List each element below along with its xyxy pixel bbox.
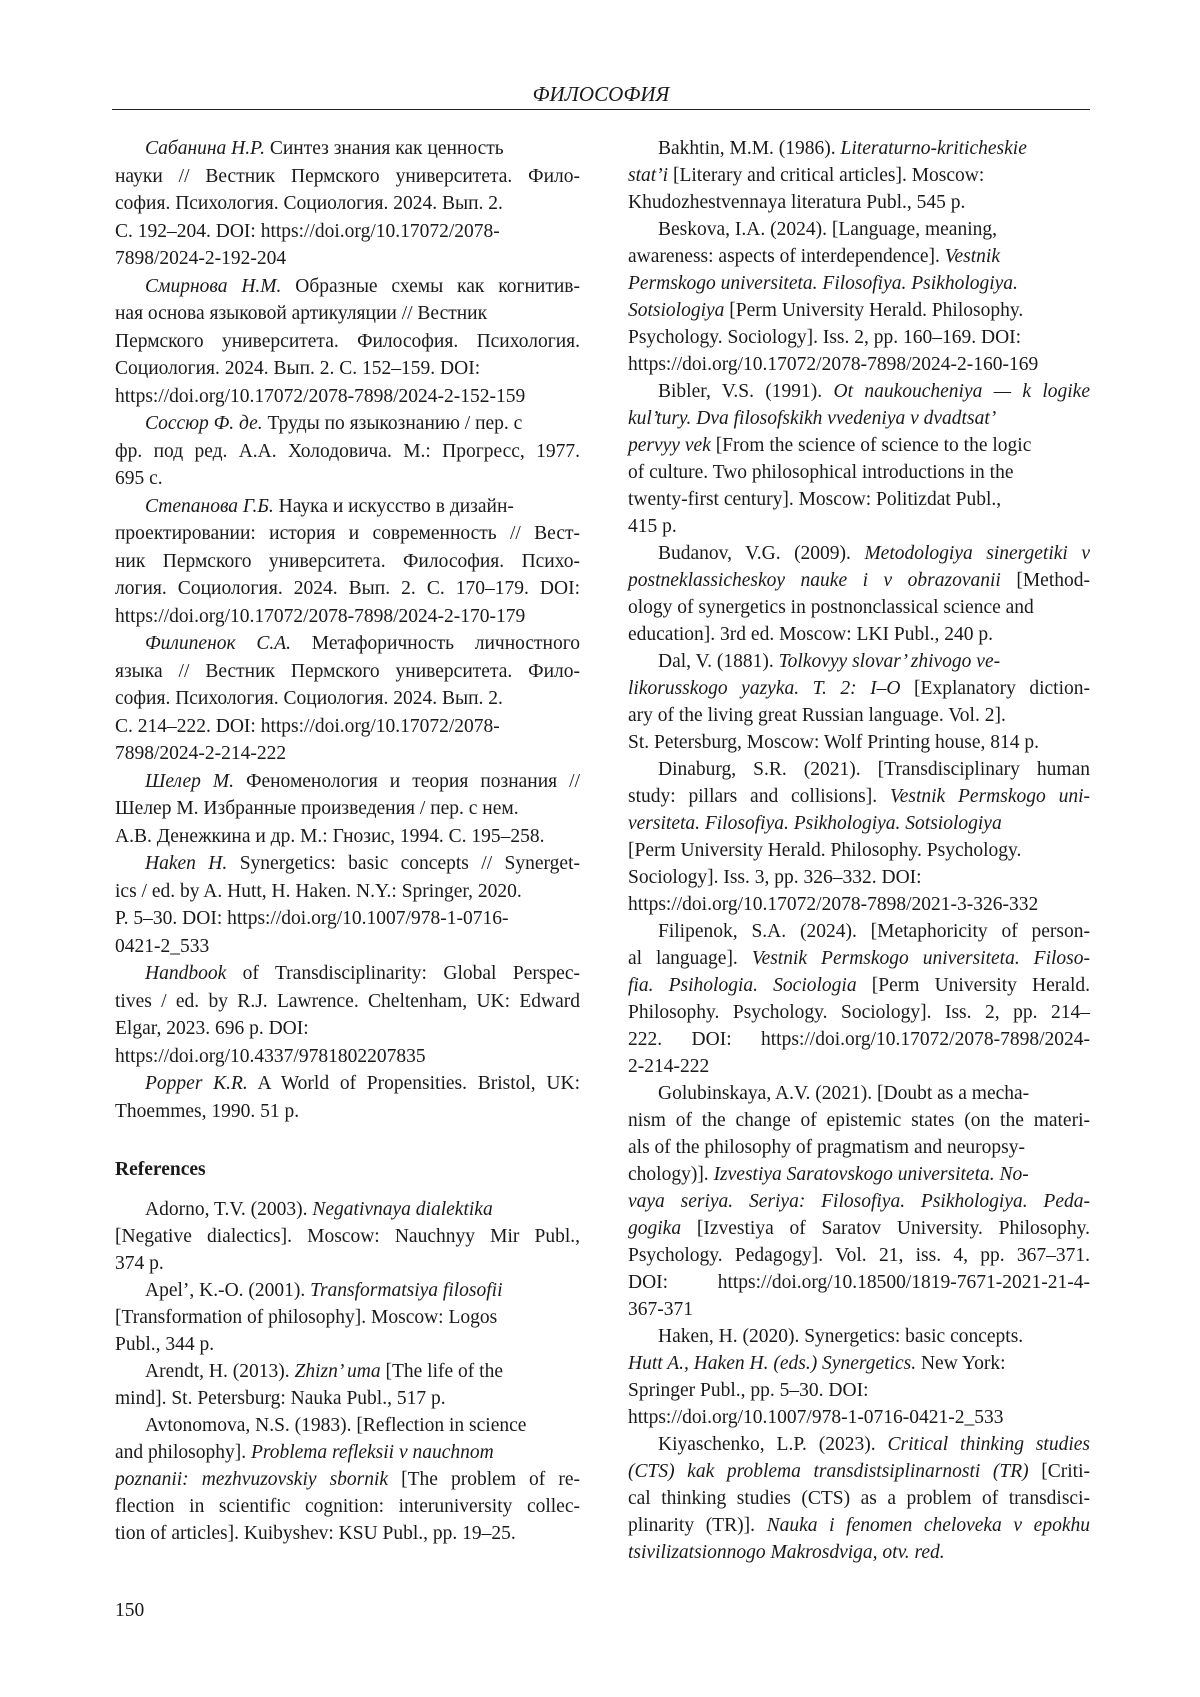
- reference-text: New York:: [916, 1353, 1005, 1374]
- reference-text: St. Petersburg, Moscow: Wolf Printing house, 814 p.: [628, 732, 1039, 753]
- reference-text: 222. DOI: https://doi.org/10.17072/2078-7898/2024-: [628, 1029, 1090, 1050]
- reference-text: tives / ed. by R.J. Lawrence. Cheltenham, UK: Edward: [115, 991, 580, 1012]
- italic-title-text: postneklassicheskoy nauke i v obrazovanii: [628, 570, 1001, 591]
- reference-text: 0421-2_533: [115, 936, 209, 957]
- reference-text: [Negative dialectics]. Moscow: Nauchnyy Mir Publ.,: [115, 1226, 580, 1247]
- reference-entry: [115, 1277, 580, 1358]
- italic-title-text: stat’i: [628, 165, 668, 186]
- italic-title-text: poznanii: mezhvuzovskiy sbornik: [115, 1469, 388, 1490]
- reference-text: awareness: aspects of interdependence].: [628, 246, 945, 267]
- reference-text: Dinaburg, S.R. (2021). [Transdisciplinary human: [658, 759, 1090, 780]
- reference-text: cal thinking studies (CTS) as a problem of transdisci-: [628, 1488, 1090, 1509]
- reference-entry: [115, 410, 580, 493]
- reference-entry: [628, 540, 1090, 648]
- reference-line: [628, 513, 1090, 540]
- reference-line: [628, 1296, 1090, 1323]
- reference-line: [628, 216, 1090, 243]
- reference-text: twenty-first century]. Moscow: Politizdat Publ.,: [628, 489, 1001, 510]
- reference-line: [628, 1377, 1090, 1404]
- reference-line: [628, 1539, 1090, 1566]
- reference-line: [628, 621, 1090, 648]
- reference-entry: [115, 135, 580, 273]
- italic-title-text: (CTS) kak problema transdistsiplinarnosti (TR): [628, 1461, 1029, 1482]
- reference-line: [628, 243, 1090, 270]
- reference-entry: [115, 768, 580, 851]
- reference-text: [Criti-: [1029, 1461, 1090, 1482]
- italic-title-text: Vestnik: [945, 246, 1000, 267]
- reference-text: Синтез знания как ценность: [265, 138, 504, 159]
- reference-line: [115, 740, 580, 768]
- reference-text: https://doi.org/10.17072/2078-7898/2024-2-152-159: [115, 386, 525, 407]
- italic-title-text: Negativnaya dialektika: [312, 1199, 492, 1220]
- italic-title-text: Шелер М.: [145, 771, 234, 792]
- reference-text: nism of the change of epistemic states (on the materi-: [628, 1110, 1090, 1131]
- reference-line: [628, 486, 1090, 513]
- reference-text: flection in scientific cognition: interuniversity collec-: [115, 1496, 580, 1517]
- reference-line: [115, 1250, 580, 1277]
- reference-line: [115, 163, 580, 191]
- reference-line: [115, 355, 580, 383]
- reference-line: [628, 540, 1090, 567]
- reference-text: Dal, V. (1881).: [658, 651, 779, 672]
- italic-title-text: Critical thinking studies: [888, 1434, 1091, 1455]
- reference-line: [628, 1215, 1090, 1242]
- reference-text: 695 с.: [115, 468, 163, 489]
- reference-text: Arendt, H. (2013).: [145, 1361, 294, 1382]
- reference-text: языка // Вестник Пермского университета. Фило-: [115, 661, 580, 682]
- reference-line: [628, 1350, 1090, 1377]
- italic-title-text: Izvestiya Saratovskogo universiteta. No-: [714, 1164, 1029, 1185]
- reference-text: P. 5–30. DOI: https://doi.org/10.1007/978-1-0716-: [115, 908, 508, 929]
- italic-title-text: Hutt A., Haken H. (eds.) Synergetics.: [628, 1353, 916, 1374]
- reference-line: [115, 878, 580, 906]
- italic-title-text: likorusskogo yazyka. T. 2: I–O: [628, 678, 901, 699]
- reference-text: Golubinskaya, A.V. (2021). [Doubt as a mecha-: [658, 1083, 1029, 1104]
- reference-text: Kiyaschenko, L.P. (2023).: [658, 1434, 888, 1455]
- reference-text: А.В. Денежкина и др. М.: Гнозис, 1994. С. 195–258.: [115, 826, 544, 847]
- italic-title-text: Sotsiologiya: [628, 300, 724, 321]
- reference-text: [Perm University Herald. Philosophy.: [724, 300, 1023, 321]
- reference-text: Adorno, T.V. (2003).: [145, 1199, 312, 1220]
- reference-text: https://doi.org/10.17072/2078-7898/2024-2-160-169: [628, 354, 1038, 375]
- reference-line: [628, 891, 1090, 918]
- italic-title-text: Vestnik Permskogo uni-: [890, 786, 1090, 807]
- reference-text: [Explanatory diction-: [901, 678, 1090, 699]
- reference-line: [628, 702, 1090, 729]
- reference-line: [628, 1188, 1090, 1215]
- reference-line: [115, 245, 580, 273]
- reference-entry: [115, 273, 580, 411]
- reference-line: [115, 1493, 580, 1520]
- reference-line: [115, 410, 580, 438]
- reference-text: study: pillars and collisions].: [628, 786, 890, 807]
- reference-line: [628, 1080, 1090, 1107]
- reference-line: [115, 548, 580, 576]
- reference-line: [115, 1358, 580, 1385]
- reference-text: ник Пермского университета. Философия. Психо-: [115, 551, 580, 572]
- reference-line: [628, 810, 1090, 837]
- italic-title-text: Literaturno-kriticheskie: [841, 138, 1027, 159]
- italic-title-text: vaya seriya. Seriya: Filosofiya. Psikhologiya. Peda-: [628, 1191, 1090, 1212]
- reference-text: Труды по языкознанию / пер. с: [263, 413, 523, 434]
- reference-text: [From the science of science to the logic: [711, 435, 1032, 456]
- reference-text: Springer Publ., pp. 5–30. DOI:: [628, 1380, 869, 1401]
- reference-text: фр. под ред. А.А. Холодовича. М.: Прогресс, 1977.: [115, 441, 580, 462]
- reference-text: логия. Социология. 2024. Вып. 2. С. 170–179. DOI:: [115, 578, 580, 599]
- reference-text: 367-371: [628, 1299, 693, 1320]
- reference-text: 7898/2024-2-192-204: [115, 248, 286, 269]
- reference-text: 374 p.: [115, 1253, 164, 1274]
- reference-text: Метафоричность личностного: [291, 633, 580, 654]
- reference-line: [628, 594, 1090, 621]
- reference-line: [628, 648, 1090, 675]
- running-header-title: ФИЛОСОФИЯ: [112, 80, 1090, 108]
- reference-line: [115, 603, 580, 631]
- reference-text: https://doi.org/10.1007/978-1-0716-0421-2_533: [628, 1407, 1004, 1428]
- reference-line: [115, 273, 580, 301]
- reference-line: [115, 520, 580, 548]
- reference-line: [628, 1026, 1090, 1053]
- reference-line: [115, 218, 580, 246]
- reference-text: Наука и искусство в дизайн-: [274, 496, 514, 517]
- reference-line: [115, 438, 580, 466]
- reference-entry: [115, 1412, 580, 1547]
- reference-text: Пермского университета. Философия. Психология.: [115, 331, 580, 352]
- reference-line: [628, 1485, 1090, 1512]
- italic-title-text: fia. Psihologia. Sociologia: [628, 975, 857, 996]
- reference-text: chology)].: [628, 1164, 714, 1185]
- reference-line: [115, 300, 580, 328]
- reference-entry: [628, 378, 1090, 540]
- reference-text: Publ., 344 p.: [115, 1334, 214, 1355]
- reference-text: Феноменология и теория познания //: [234, 771, 580, 792]
- italic-title-text: Metodologiya sinergetiki v: [864, 543, 1090, 564]
- reference-line: [628, 945, 1090, 972]
- reference-text: als of the philosophy of pragmatism and neuropsy-: [628, 1137, 1025, 1158]
- italic-title-text: Сабанина Н.Р.: [145, 138, 265, 159]
- reference-text: Beskova, I.A. (2024). [Language, meaning,: [658, 219, 997, 240]
- reference-text: Khudozhestvennaya literatura Publ., 545 p.: [628, 192, 965, 213]
- reference-text: [The life of the: [381, 1361, 503, 1382]
- reference-line: [115, 795, 580, 823]
- reference-line: [628, 270, 1090, 297]
- reference-line: [115, 658, 580, 686]
- reference-line: [628, 1242, 1090, 1269]
- reference-line: [115, 768, 580, 796]
- reference-text: A World of Propensities. Bristol, UK:: [248, 1073, 580, 1094]
- reference-line: [115, 1520, 580, 1547]
- reference-line: [115, 190, 580, 218]
- reference-text: plinarity (TR)].: [628, 1515, 767, 1536]
- reference-text: Образные схемы как когнитив-: [281, 276, 580, 297]
- reference-line: [115, 1385, 580, 1412]
- reference-line: [628, 972, 1090, 999]
- reference-entry: [628, 1431, 1090, 1566]
- italic-title-text: Haken H.: [145, 853, 227, 874]
- reference-line: [115, 465, 580, 493]
- reference-entry: [628, 135, 1090, 216]
- reference-line: [628, 297, 1090, 324]
- italic-title-text: Филипенок С.А.: [145, 633, 291, 654]
- reference-text: Psychology. Sociology]. Iss. 2, pp. 160–169. DOI:: [628, 327, 1021, 348]
- reference-text: софия. Психология. Социология. 2024. Вып. 2.: [115, 193, 503, 214]
- reference-line: [115, 383, 580, 411]
- italic-title-text: Problema refleksii v nauchnom: [251, 1442, 494, 1463]
- italic-title-text: Соссюр Ф. де.: [145, 413, 263, 434]
- reference-line: [628, 1404, 1090, 1431]
- reference-text: Sociology]. Iss. 3, pp. 326–332. DOI:: [628, 867, 922, 888]
- reference-entry: [628, 1323, 1090, 1431]
- reference-entry: [115, 630, 580, 768]
- reference-text: Elgar, 2023. 696 p. DOI:: [115, 1018, 309, 1039]
- reference-text: [Perm University Herald. Philosophy. Psychology.: [628, 840, 1021, 861]
- reference-line: [115, 933, 580, 961]
- reference-line: [628, 1512, 1090, 1539]
- italic-title-text: tsivilizatsionnogo Makrosdviga, otv. red.: [628, 1542, 945, 1563]
- reference-text: Bakhtin, M.M. (1986).: [658, 138, 841, 159]
- reference-text: Haken, H. (2020). Synergetics: basic concepts.: [658, 1326, 1023, 1347]
- reference-entry: [115, 850, 580, 960]
- reference-line: [628, 675, 1090, 702]
- reference-text: Социология. 2024. Вып. 2. С. 152–159. DOI:: [115, 358, 480, 379]
- reference-line: [628, 837, 1090, 864]
- reference-line: [628, 783, 1090, 810]
- italic-title-text: Permskogo universiteta. Filosofiya. Psikhologiya.: [628, 273, 1018, 294]
- reference-line: [115, 960, 580, 988]
- reference-text: al language].: [628, 948, 752, 969]
- reference-text: of Transdisciplinarity: Global Perspec-: [226, 963, 580, 984]
- reference-text: [Perm University Herald.: [857, 975, 1090, 996]
- header-rule: [112, 109, 1090, 110]
- bibliography-list-russian: [115, 135, 580, 1125]
- reference-line: [628, 1431, 1090, 1458]
- italic-title-text: Vestnik Permskogo universiteta. Filoso-: [752, 948, 1090, 969]
- italic-title-text: pervyy vek: [628, 435, 711, 456]
- reference-entry: [115, 1070, 580, 1125]
- italic-title-text: versiteta. Filosofiya. Psikhologiya. Sotsiologiya: [628, 813, 1002, 834]
- reference-line: [115, 713, 580, 741]
- reference-line: [628, 378, 1090, 405]
- reference-line: [115, 850, 580, 878]
- reference-text: 415 p.: [628, 516, 677, 537]
- reference-text: проектировании: история и современность // Вест-: [115, 523, 580, 544]
- reference-text: https://doi.org/10.17072/2078-7898/2024-2-170-179: [115, 606, 525, 627]
- reference-entry: [115, 960, 580, 1070]
- references-heading: References: [115, 1156, 206, 1184]
- reference-line: [115, 1070, 580, 1098]
- reference-line: [115, 823, 580, 851]
- reference-line: [628, 162, 1090, 189]
- reference-line: [628, 432, 1090, 459]
- reference-text: ology of synergetics in postnonclassical science and: [628, 597, 1034, 618]
- reference-line: [115, 988, 580, 1016]
- reference-text: of culture. Two philosophical introductions in the: [628, 462, 1014, 483]
- reference-text: Filipenok, S.A. (2024). [Metaphoricity of person-: [658, 921, 1090, 942]
- italic-title-text: Handbook: [145, 963, 226, 984]
- reference-line: [628, 1269, 1090, 1296]
- reference-text: tion of articles]. Kuibyshev: KSU Publ., pp. 19–25.: [115, 1523, 516, 1544]
- reference-text: 7898/2024-2-214-222: [115, 743, 286, 764]
- reference-line: [115, 1043, 580, 1071]
- italic-title-text: kul’tury. Dva filosofskikh vvedeniya v dvadtsat’: [628, 408, 996, 429]
- reference-text: [Method-: [1001, 570, 1090, 591]
- reference-text: софия. Психология. Социология. 2024. Вып. 2.: [115, 688, 503, 709]
- reference-entry: [115, 493, 580, 631]
- reference-text: mind]. St. Petersburg: Nauka Publ., 517 p.: [115, 1388, 446, 1409]
- reference-text: Avtonomova, N.S. (1983). [Reflection in science: [145, 1415, 526, 1436]
- reference-line: [115, 1196, 580, 1223]
- reference-text: Bibler, V.S. (1991).: [658, 381, 834, 402]
- reference-text: Apel’, K.-O. (2001).: [145, 1280, 310, 1301]
- reference-entry: [628, 1080, 1090, 1323]
- italic-title-text: Zhizn’ uma: [294, 1361, 380, 1382]
- reference-entry: [628, 756, 1090, 918]
- page-number: 150: [115, 1597, 144, 1625]
- italic-title-text: Transformatsiya filosofii: [310, 1280, 502, 1301]
- italic-title-text: Tolkovyy slovar’ zhivogo ve-: [779, 651, 1001, 672]
- italic-title-text: Popper K.R.: [145, 1073, 248, 1094]
- italic-title-text: Смирнова Н.М.: [145, 276, 281, 297]
- reference-text: https://doi.org/10.17072/2078-7898/2021-3-326-332: [628, 894, 1038, 915]
- reference-entry: [628, 918, 1090, 1080]
- references-list-right: [628, 135, 1090, 1566]
- reference-line: [628, 1053, 1090, 1080]
- reference-entry: [115, 1196, 580, 1277]
- reference-line: [628, 135, 1090, 162]
- reference-line: [115, 1331, 580, 1358]
- reference-line: [115, 1277, 580, 1304]
- reference-line: [115, 630, 580, 658]
- reference-line: [628, 729, 1090, 756]
- reference-text: Thoemmes, 1990. 51 p.: [115, 1101, 299, 1122]
- reference-line: [628, 351, 1090, 378]
- reference-line: [115, 493, 580, 521]
- reference-line: [628, 1161, 1090, 1188]
- italic-title-text: Степанова Г.Б.: [145, 496, 274, 517]
- reference-line: [115, 1466, 580, 1493]
- reference-line: [628, 1458, 1090, 1485]
- reference-line: [115, 1412, 580, 1439]
- reference-text: and philosophy].: [115, 1442, 251, 1463]
- reference-text: [Literary and critical articles]. Moscow:: [668, 165, 984, 186]
- reference-text: С. 192–204. DOI: https://doi.org/10.17072/2078-: [115, 221, 500, 242]
- reference-text: ics / ed. by A. Hutt, H. Haken. N.Y.: Springer, 2020.: [115, 881, 522, 902]
- reference-text: [Izvestiya of Saratov University. Philosophy.: [681, 1218, 1090, 1239]
- reference-text: ary of the living great Russian language. Vol. 2].: [628, 705, 1006, 726]
- reference-line: [628, 459, 1090, 486]
- reference-line: [628, 1134, 1090, 1161]
- reference-text: Шелер М. Избранные произведения / пер. с нем.: [115, 798, 519, 819]
- references-list-left: [115, 1196, 580, 1547]
- reference-text: [The problem of re-: [388, 1469, 580, 1490]
- reference-line: [628, 1323, 1090, 1350]
- reference-line: [628, 324, 1090, 351]
- reference-line: [115, 1015, 580, 1043]
- reference-entry: [628, 648, 1090, 756]
- reference-line: [115, 1098, 580, 1126]
- reference-text: Synergetics: basic concepts // Synerget-: [227, 853, 580, 874]
- reference-text: С. 214–222. DOI: https://doi.org/10.17072/2078-: [115, 716, 500, 737]
- reference-text: Philosophy. Psychology. Sociology]. Iss. 2, pp. 214–: [628, 1002, 1090, 1023]
- reference-text: Budanov, V.G. (2009).: [658, 543, 864, 564]
- reference-line: [115, 905, 580, 933]
- reference-text: DOI: https://doi.org/10.18500/1819-7671-2021-21-4-: [628, 1272, 1090, 1293]
- reference-line: [628, 756, 1090, 783]
- reference-text: науки // Вестник Пермского университета. Фило-: [115, 166, 580, 187]
- reference-entry: [628, 216, 1090, 378]
- reference-line: [628, 864, 1090, 891]
- reference-line: [628, 918, 1090, 945]
- reference-line: [628, 405, 1090, 432]
- italic-title-text: gogika: [628, 1218, 681, 1239]
- reference-line: [628, 999, 1090, 1026]
- reference-text: Psychology. Pedagogy]. Vol. 21, iss. 4, pp. 367–371.: [628, 1245, 1090, 1266]
- reference-text: ная основа языковой артикуляции // Вестник: [115, 303, 487, 324]
- reference-line: [115, 575, 580, 603]
- reference-line: [115, 1304, 580, 1331]
- reference-text: https://doi.org/10.4337/9781802207835: [115, 1046, 426, 1067]
- reference-line: [628, 189, 1090, 216]
- reference-line: [115, 328, 580, 356]
- reference-line: [115, 685, 580, 713]
- reference-text: 2-214-222: [628, 1056, 709, 1077]
- reference-entry: [115, 1358, 580, 1412]
- reference-text: education]. 3rd ed. Moscow: LKI Publ., 240 p.: [628, 624, 993, 645]
- reference-line: [628, 567, 1090, 594]
- reference-line: [115, 1439, 580, 1466]
- reference-text: [Transformation of philosophy]. Moscow: Logos: [115, 1307, 497, 1328]
- reference-line: [115, 135, 580, 163]
- italic-title-text: Ot naukoucheniya — k logike: [834, 381, 1091, 402]
- italic-title-text: Nauka i fenomen cheloveka v epokhu: [767, 1515, 1090, 1536]
- reference-line: [628, 1107, 1090, 1134]
- reference-line: [115, 1223, 580, 1250]
